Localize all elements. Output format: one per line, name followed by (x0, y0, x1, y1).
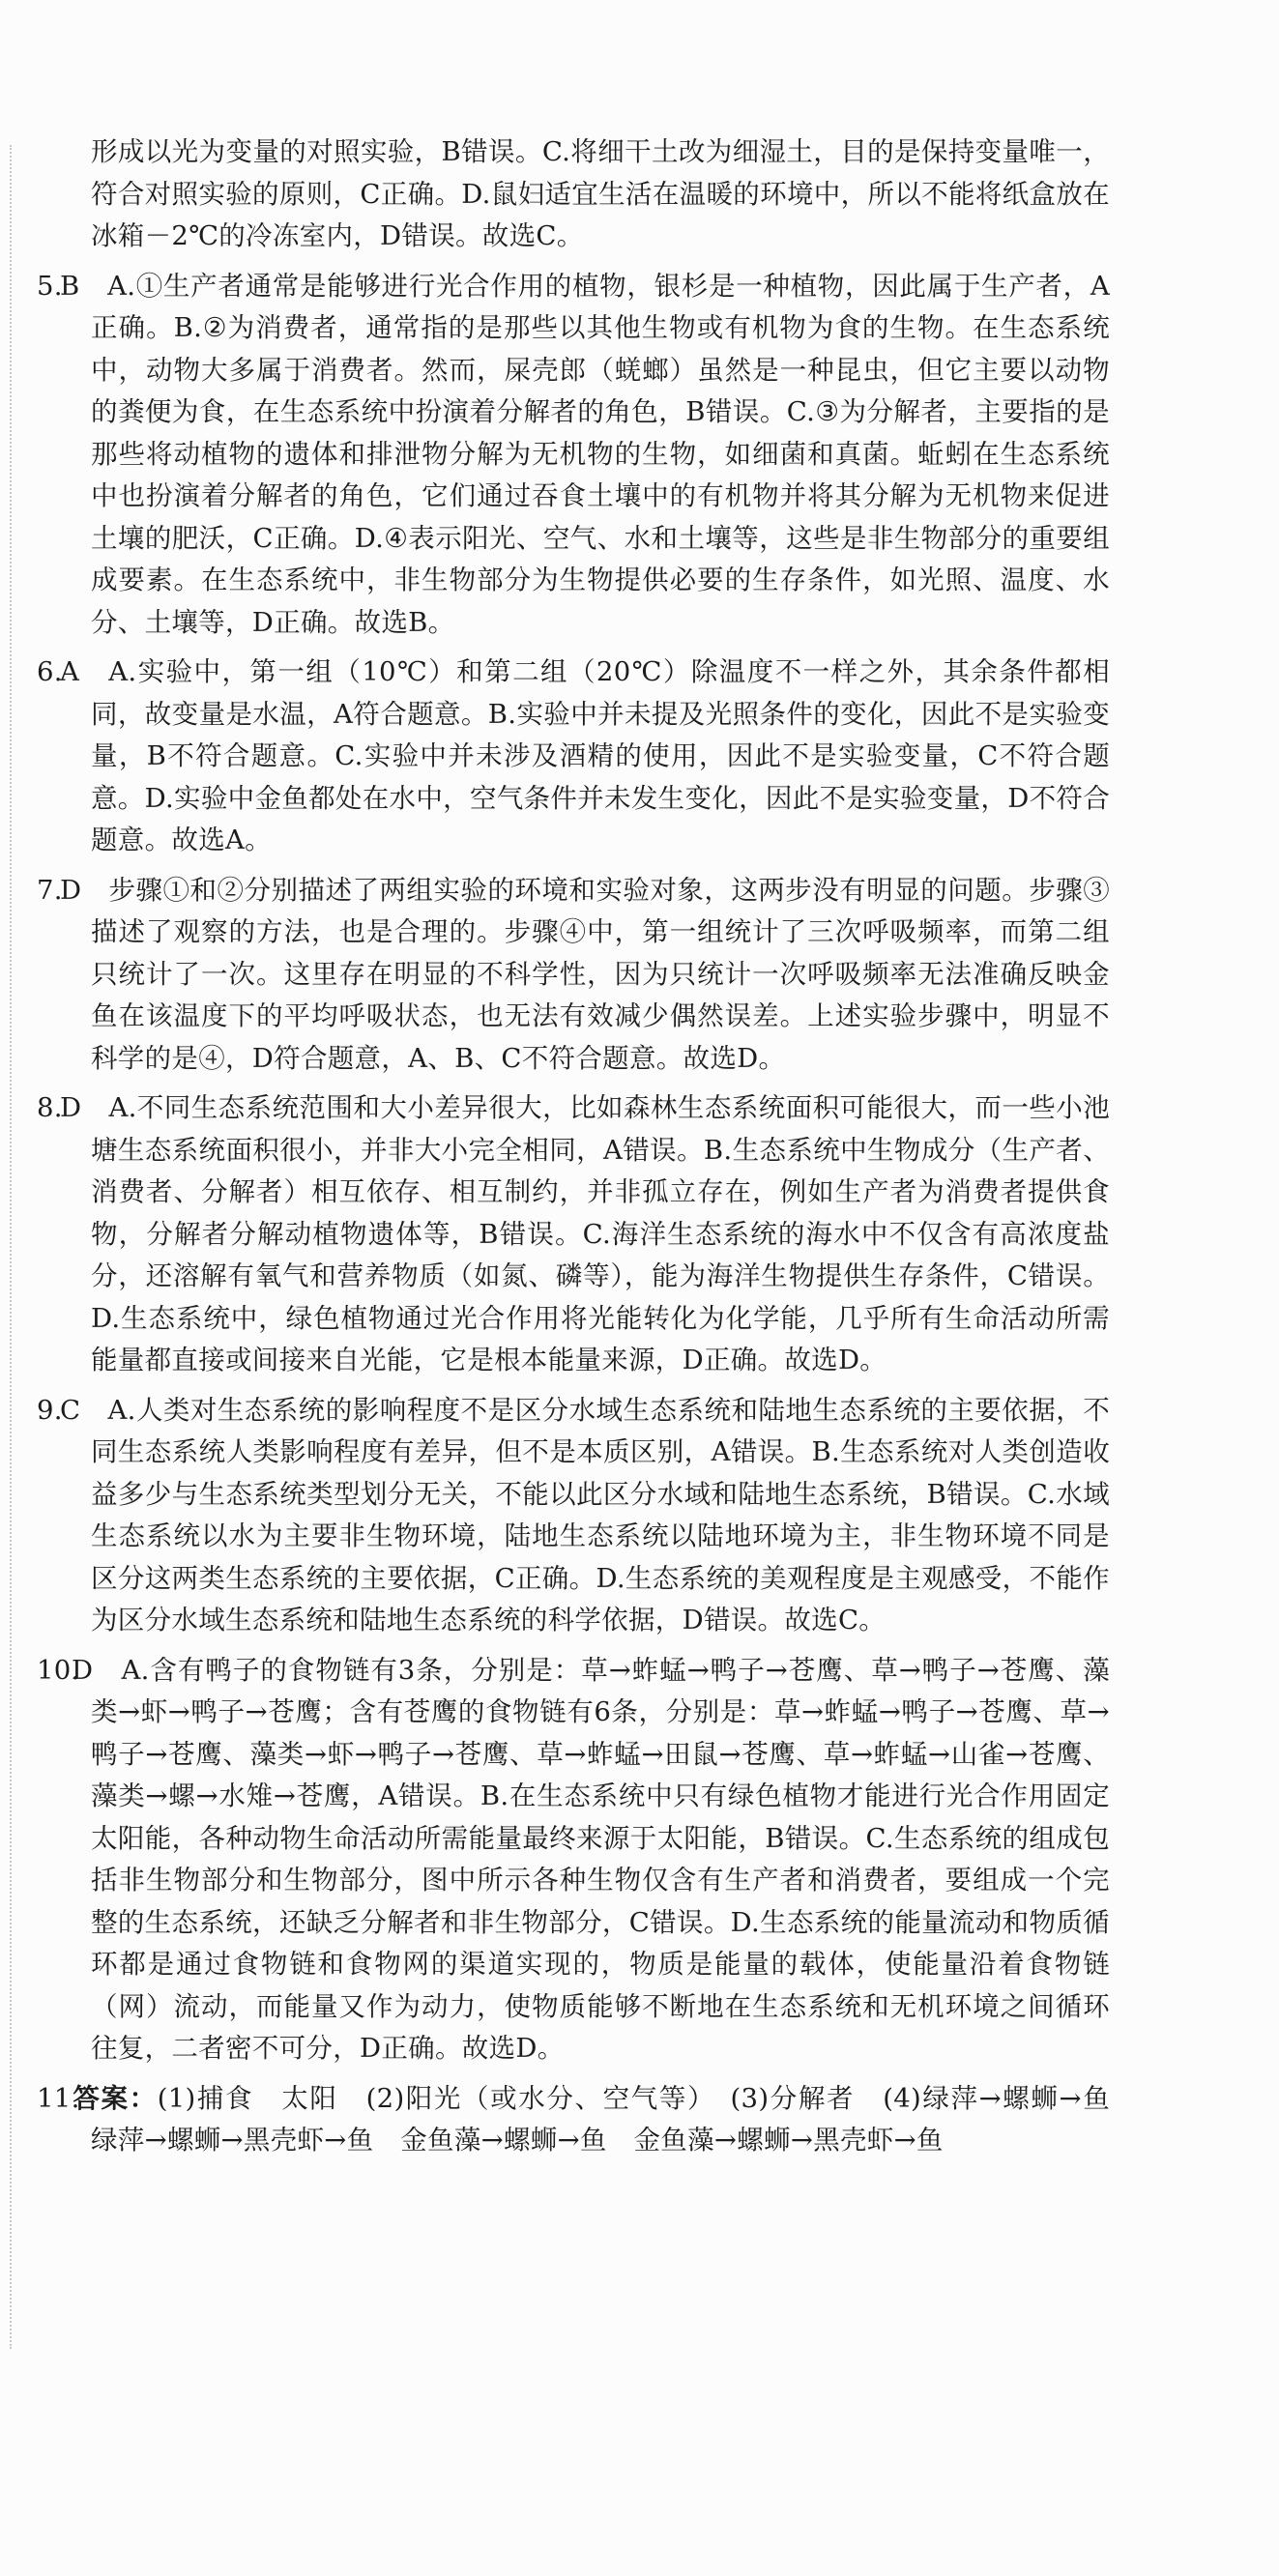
item-text: B A.①生产者通常是能够进行光合作用的植物，银杉是一种植物，因此属于生产者，A正确。B.②为消费者，通常指的是那些以其他生物或有机物为食的生物。在生态系统中，动物大多属于消费者。然而，屎壳郎（蜣螂）虽然是一种昆虫，但它主要以动物的粪便为食，在生态系统中扮演着分解者的角色，B错误。C.③为分解者，主要指的是那些将动植物的遗体和排泄物分解为无机物的生物，如细菌和真菌。蚯蚓在生态系统中也扮演着分解者的角色，它们通过吞食土壤中的有机物并将其分解为无机物来促进土壤的肥沃，C正确。D.④表示阳光、空气、水和土壤等，这些是非生物部分的重要组成要素。在生态系统中，非生物部分为生物提供必要的生存条件，如光照、温度、水分、土壤等，D正确。故选B。 (60, 270, 1110, 638)
answer-item-6 (37, 651, 1110, 862)
item-text: D 步骤①和②分别描述了两组实验的环境和实验对象，这两步没有明显的问题。步骤③描述了观察的方法，也是合理的。步骤④中，第一组统计了三次呼吸频率，而第二组只统计了一次。这里存在明显的不科学性，因为只统计一次呼吸频率无法准确反映金鱼在该温度下的平均呼吸状态，也无法有效减少偶然误差。上述实验步骤中，明显不科学的是④，D符合题意，A、B、C不符合题意。故选D。 (60, 874, 1110, 1074)
answer-item-11 (37, 2078, 1137, 2162)
item-number: 6. (37, 656, 63, 687)
item-number: 9. (37, 1394, 63, 1426)
item-text: D A.含有鸭子的食物链有3条，分别是：草→蚱蜢→鸭子→苍鹰、草→鸭子→苍鹰、藻类→虾→鸭子→苍鹰；含有苍鹰的食物链有6条，分别是：草→蚱蜢→鸭子→苍鹰、草→鸭子→苍鹰、藻类→虾→鸭子→苍鹰、草→蚱蜢→田鼠→苍鹰、草→蚱蜢→山雀→苍鹰、藻类→螺→水雉→苍鹰，A错误。B.在生态系统中只有绿色植物才能进行光合作用固定太阳能，各种动物生命活动所需能量最终来源于太阳能，B错误。C.生态系统的组成包括非生物部分和生物部分，图中所示各种生物仅含有生产者和消费者，要组成一个完整的生态系统，还缺乏分解者和非生物部分，C错误。D.生态系统的能量流动和物质循环都是通过食物链和食物网的渠道实现的，物质是能量的载体，使能量沿着食物链（网）流动，而能量又作为动力，使物质能够不断地在生态系统和无机环境之间循环往复，二者密不可分，D正确。故选D。 (72, 1654, 1110, 2064)
item-number: 10. (37, 1654, 80, 1686)
answer-item-10 (37, 1650, 1110, 2070)
item-text: D A.不同生态系统范围和大小差异很大，比如森林生态系统面积可能很大，而一些小池塘生态系统面积很小，并非大小完全相同，A错误。B.生态系统中生物成分（生产者、消费者、分解者）相互依存、相互制约，并非孤立存在，例如生产者为消费者提供食物，分解者分解动植物遗体等，B错误。C.海洋生态系统的海水中不仅含有高浓度盐分，还溶解有氧气和营养物质（如氮、磷等），能为海洋生物提供生存条件，C错误。D.生态系统中，绿色植物通过光合作用将光能转化为化学能，几乎所有生命活动所需能量都直接或间接来自光能，它是根本能量来源，D正确。故选D。 (60, 1092, 1110, 1375)
answer-label: 答案： (72, 2082, 158, 2114)
item-text: C A.人类对生态系统的影响程度不是区分水域生态系统和陆地生态系统的主要依据，不同生态系统人类影响程度有差异，但不是本质区别，A错误。B.生态系统对人类创造收益多少与生态系统类型划分无关，不能以此区分水域和陆地生态系统，B错误。C.水域生态系统以水为主要非生物环境，陆地生态系统以陆地环境为主，非生物环境不同是区分这两类生态系统的主要依据，C正确。D.生态系统的美观程度是主观感受，不能作为区分水域生态系统和陆地生态系统的科学依据，D错误。故选C。 (60, 1394, 1110, 1635)
answer-content (37, 131, 1137, 2170)
answer-item-7 (37, 870, 1110, 1081)
item-number: 8. (37, 1092, 63, 1123)
item-text: A A.实验中，第一组（10℃）和第二组（20℃）除温度不一样之外，其余条件都相同，故变量是水温，A符合题意。B.实验中并未提及光照条件的变化，因此不是实验变量，B不符合题意。C.实验中并未涉及酒精的使用，因此不是实验变量，C不符合题意。D.实验中金鱼都处在水中，空气条件并未发生变化，因此不是实验变量，D不符合题意。故选A。 (60, 656, 1110, 855)
answer-item-9 (37, 1390, 1110, 1642)
item-number: 11. (37, 2082, 80, 2114)
answer-item-5 (37, 266, 1110, 645)
item-number: 7. (37, 874, 63, 906)
item-number: 5. (37, 270, 63, 302)
answer-item-4-continued (37, 131, 1110, 258)
binding-margin-line (10, 145, 12, 2349)
answer-item-8 (37, 1087, 1110, 1382)
item-text: 形成以光为变量的对照实验，B错误。C.将细干土改为细湿土，目的是保持变量唯一，符合对照实验的原则，C正确。D.鼠妇适宜生活在温暖的环境中，所以不能将纸盒放在冰箱－2℃的冷冻室内，D错误。故选C。 (91, 136, 1110, 251)
item-text: (1)捕食 太阳 (2)阳光（或水分、空气等） (3)分解者 (4)绿萍→螺蛳→鱼 绿萍→螺蛳→黑壳虾→鱼 金鱼藻→螺蛳→鱼 金鱼藻→螺蛳→黑壳虾→鱼 (91, 2082, 1137, 2156)
